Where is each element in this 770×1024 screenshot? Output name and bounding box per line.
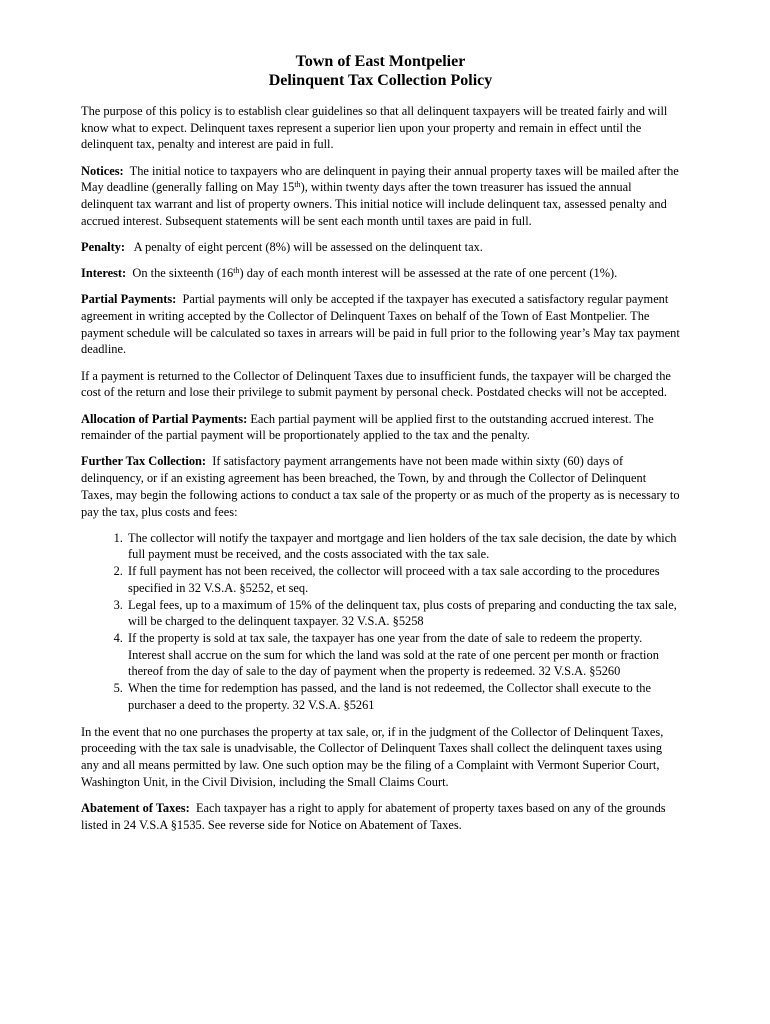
notices-paragraph [81,163,680,230]
partial-payments-paragraph [81,291,680,358]
list-item: 5. When the time for redemption has passed, and the land is not redeemed, the Collector shall execute to the purchaser a deed to the property. 32 V.S.A. §5261 [126,680,680,713]
allocation-label: Allocation of Partial Payments: [81,411,248,426]
intro-paragraph: The purpose of this policy is to establish clear guidelines so that all delinquent taxpayers will be treated fairly and will know what to expect. Delinquent taxes represent a superior lien upon your property and remain in effect until the delinquent tax, penalty and interest are paid in full. [81,104,668,152]
returned-payment-paragraph: If a payment is returned to the Collector of Delinquent Taxes due to insufficient funds, the taxpayer will be charged the cost of the return and lose their privilege to submit payment by personal check. Postdated checks will not be accepted. [81,368,671,400]
penalty-label: Penalty: [81,239,126,254]
partial-payments-text: Partial payments will only be accepted if the taxpayer has executed a satisfactory regular payment agreement in writing accepted by the Collector of Delinquent Taxes on behalf of the Town of East Montpelier. The payment schedule will be calculated so taxes in arrears will be paid in full prior to the following year’s May tax payment deadline. [81,292,680,357]
title-policy: Delinquent Tax Collection Policy [268,72,493,89]
list-item: 2. If full payment has not been received, the collector will proceed with a tax sale according to the procedures specified in 32 V.S.A. §5252, et seq. [126,563,680,596]
partial-payments-label: Partial Payments: [81,292,177,307]
abatement-text: Each taxpayer has a right to apply for abatement of property taxes based on any of the grounds listed in 24 V.S.A §1535. See reverse side for Notice on Abatement of Taxes. [81,800,666,832]
penalty-text: A penalty of eight percent (8%) will be assessed on the delinquent tax. [133,239,483,254]
abatement-paragraph [81,800,680,833]
notices-label: Notices: [81,163,124,178]
title-town: Town of East Montpelier [295,53,466,70]
penalty-paragraph [81,239,680,256]
no-purchase-paragraph: In the event that no one purchases the property at tax sale, or, if in the judgment of the Collector of Delinquent Taxes, proceeding with the tax sale is unadvisable, the Collector of Delinquent Taxes shall collect the delinquent taxes using any and all means permitted by law. One such option may be the filing of a Complaint with Vermont Superior Court, Washington Unit, in the Civil Division, including the Small Claims Court. [81,724,664,789]
interest-sup: th [233,266,240,276]
list-item: 3. Legal fees, up to a maximum of 15% of the delinquent tax, plus costs of preparing and conducting the tax sale, will be charged to the delinquent taxpayer. 32 V.S.A. §5258 [126,597,680,630]
notices-sup: th [294,180,301,190]
list-item: 4. If the property is sold at tax sale, the taxpayer has one year from the date of sale to redeem the property. Interest shall accrue on the sum for which the land was sold at the rate of one percent per month or fraction thereof from the day of sale to the day of payment when the property is redeemed. 32 V.S.A. §5260 [126,630,680,680]
interest-text-after: ) day of each month interest will be assessed at the rate of one percent (1%). [239,266,618,281]
abatement-label: Abatement of Taxes: [81,800,190,815]
interest-label: Interest: [81,266,127,281]
allocation-text: Each partial payment will be applied first to the outstanding accrued interest. The remainder of the partial payment will be proportionately applied to the tax and the penalty. [81,411,654,443]
tax-sale-steps [81,530,680,714]
document-title [81,52,680,90]
notices-text-after: ), within twenty days after the town treasurer has issued the annual delinquent tax warrant and list of property owners. This initial notice will include delinquent tax, assessed penalty and accrued interest. Subsequent statements will be sent each month until taxes are paid in full. [81,180,667,228]
further-collection-paragraph [81,453,680,520]
notices-text-before: The initial notice to taxpayers who are delinquent in paying their annual property taxes will be mailed after the May deadline (generally falling on May 15 [81,163,679,195]
further-collection-text: If satisfactory payment arrangements have not been made within sixty (60) days of delinquency, or if an existing agreement has been breached, the Town, by and through the Collector of Delinquent Taxes, may begin the following actions to conduct a tax sale of the property or as much of the property as is necessary to pay the tax, plus costs and fees: [81,454,680,519]
interest-text-before: On the sixteenth (16 [132,266,234,281]
interest-paragraph [81,265,680,282]
allocation-paragraph [81,411,680,444]
list-item: 1. The collector will notify the taxpayer and mortgage and lien holders of the tax sale decision, the date by which full payment must be received, and the costs associated with the tax sale. [126,530,680,563]
further-collection-label: Further Tax Collection: [81,454,207,469]
